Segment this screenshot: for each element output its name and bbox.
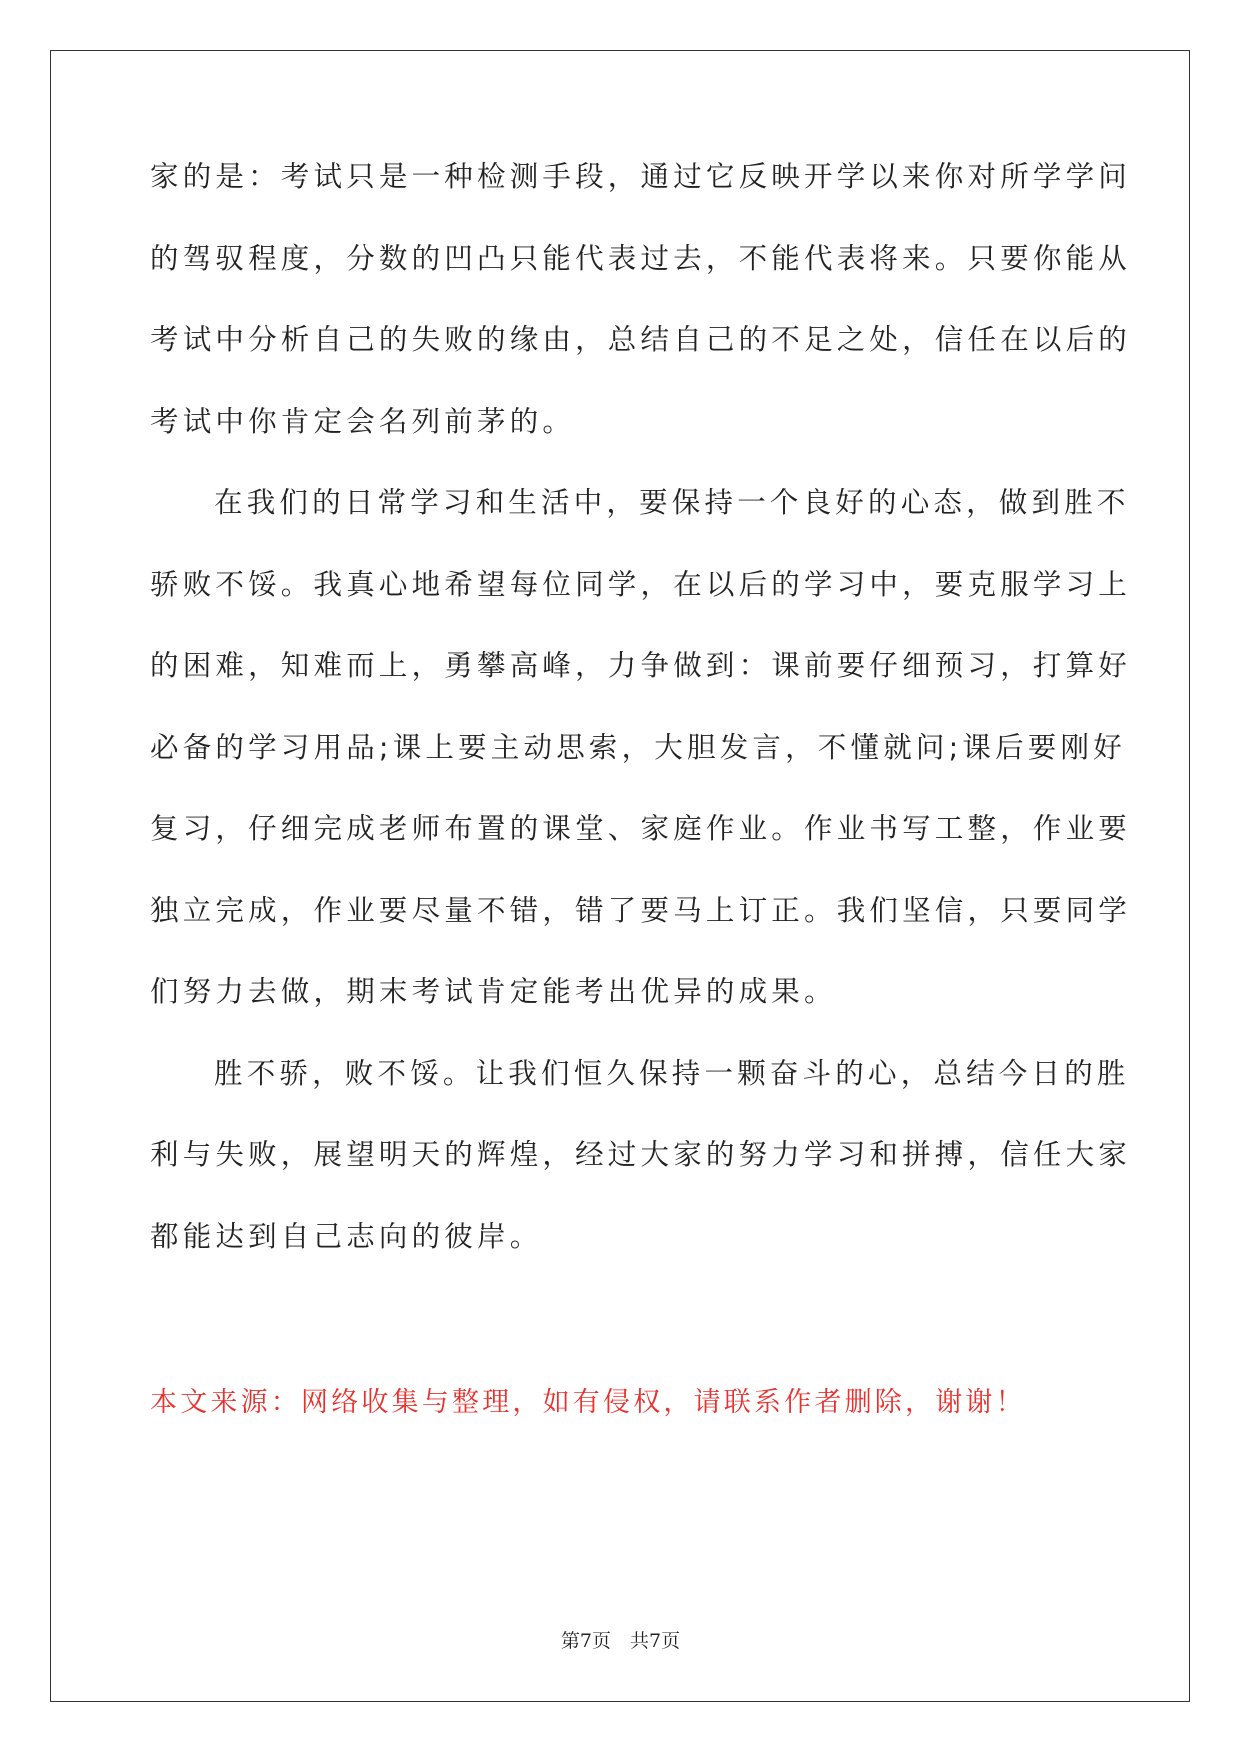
- text-line-12: 胜不骄，败不馁。让我们恒久保持一颗奋斗的心，总结今日的胜: [214, 1056, 1130, 1090]
- text-line-2: 的驾驭程度，分数的凹凸只能代表过去，不能代表将来。只要你能从: [150, 241, 1132, 275]
- text-line-13: 利与失败，展望明天的辉煌，经过大家的努力学习和拼搏，信任大家: [150, 1138, 1132, 1171]
- text-line-8: 必备的学习用品;课上要主动思索，大胆发言，不懂就问;课后要刚好: [150, 730, 1126, 764]
- text-line-5: 在我们的日常学习和生活中，要保持一个良好的心态，做到胜不: [214, 486, 1130, 519]
- document-body: [150, 158, 1132, 1299]
- page-number: 第7页 共7页: [560, 1630, 681, 1652]
- text-line-4: 考试中你肯定会名列前茅的。: [150, 404, 576, 438]
- text-line-9: 复习，仔细完成老师布置的课堂、家庭作业。作业书写工整，作业要: [150, 812, 1132, 845]
- text-line-6: 骄败不馁。我真心地希望每位同学，在以后的学习中，要克服学习上: [150, 567, 1132, 601]
- text-line-11: 们努力去做，期末考试肯定能考出优异的成果。: [150, 975, 837, 1008]
- text-line-7: 的困难，知难而上，勇攀高峰，力争做到：课前要仔细预习，打算好: [150, 649, 1132, 682]
- text-line-3: 考试中分析自己的失败的缘由，总结自己的不足之处，信任在以后的: [150, 323, 1132, 356]
- source-note: 本文来源：网络收集与整理，如有侵权，请联系作者删除，谢谢！: [150, 1387, 1026, 1418]
- text-line-14: 都能达到自己志向的彼岸。: [150, 1219, 543, 1253]
- text-line-10: 独立完成，作业要尽量不错，错了要马上订正。我们坚信，只要同学: [150, 893, 1132, 927]
- text-line-1: 家的是：考试只是一种检测手段，通过它反映开学以来你对所学学问: [150, 160, 1132, 193]
